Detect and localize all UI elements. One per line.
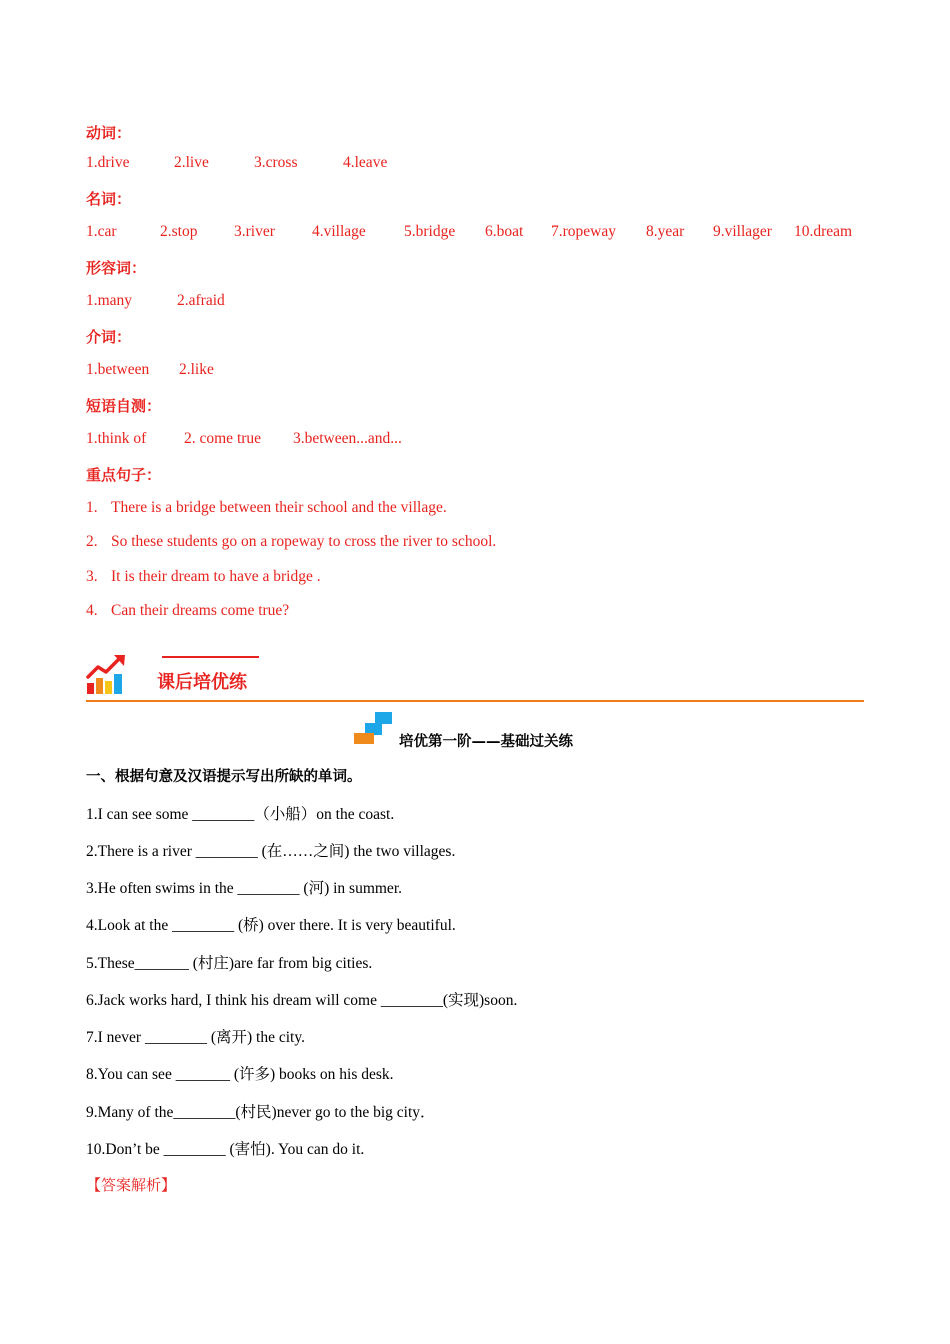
- question-item: 4.Look at the ________ (桥) over there. It is very beautiful.: [86, 917, 456, 934]
- verb-item: 1.drive: [86, 154, 130, 171]
- section-title: 课后培优练: [157, 672, 247, 693]
- question-item: 10.Don’t be ________ (害怕). You can do it.: [86, 1141, 365, 1158]
- key-sentences-heading: 重点句子：: [86, 466, 162, 484]
- sentence-text: So these students go on a ropeway to cross the river to school.: [111, 533, 497, 550]
- question-item: 2.There is a river ________ (在……之间) the two villages.: [86, 843, 456, 860]
- title-accent-line: [162, 656, 259, 658]
- noun-item: 5.bridge: [404, 223, 456, 240]
- noun-item: 6.boat: [485, 223, 524, 240]
- question-item: 6.Jack works hard, I think his dream will come ________(实现)soon.: [86, 992, 518, 1009]
- adjective-item: 1.many: [86, 292, 133, 309]
- noun-item: 3.river: [234, 223, 275, 240]
- adjectives-heading: 形容词：: [86, 259, 147, 277]
- nouns-heading: 名词：: [86, 190, 132, 208]
- preposition-item: 1.between: [86, 361, 150, 378]
- adjective-item: 2.afraid: [177, 292, 225, 309]
- answer-analysis-label: 【答案解析】: [86, 1176, 177, 1194]
- noun-item: 8.year: [646, 223, 685, 240]
- question-item: 8.You can see _______ (许多) books on his desk.: [86, 1066, 394, 1083]
- part-title: 一、根据句意及汉语提示写出所缺的单词。: [86, 769, 362, 785]
- verb-item: 3.cross: [254, 154, 298, 171]
- noun-item: 1.car: [86, 223, 117, 240]
- phrase-item: 3.between...and...: [293, 430, 402, 447]
- sentence-text: It is their dream to have a bridge .: [111, 568, 321, 585]
- phrases-heading: 短语自测：: [86, 397, 162, 415]
- noun-item: 2.stop: [160, 223, 198, 240]
- prepositions-heading: 介词：: [86, 328, 132, 346]
- steps-icon: [353, 711, 395, 750]
- noun-item: 10.dream: [794, 223, 853, 240]
- noun-item: 9.villager: [713, 223, 772, 240]
- verbs-heading: 动词：: [86, 124, 132, 142]
- stage-title: 培优第一阶——基础过关练: [399, 734, 573, 750]
- verb-item: 2.live: [174, 154, 209, 171]
- question-item: 7.I never ________ (离开) the city.: [86, 1029, 305, 1046]
- rising-chart-icon: [86, 653, 128, 700]
- question-item: 9.Many of the________(村民)never go to the big city．: [86, 1104, 436, 1121]
- noun-item: 7.ropeway: [551, 223, 616, 240]
- phrase-item: 1.think of: [86, 430, 147, 447]
- sentence-number: 4.: [86, 602, 98, 619]
- verb-item: 4.leave: [343, 154, 388, 171]
- sentence-number: 2.: [86, 533, 98, 550]
- section-divider: [86, 700, 864, 702]
- noun-item: 4.village: [312, 223, 366, 240]
- sentence-number: 1.: [86, 499, 98, 516]
- question-item: 3.He often swims in the ________ (河) in summer.: [86, 880, 402, 897]
- preposition-item: 2.like: [179, 361, 214, 378]
- question-item: 5.These_______ (村庄)are far from big cities.: [86, 955, 373, 972]
- phrase-item: 2. come true: [184, 430, 262, 447]
- sentence-text: Can their dreams come true?: [111, 602, 290, 619]
- sentence-number: 3.: [86, 568, 98, 585]
- question-item: 1.I can see some ________（小船）on the coast.: [86, 806, 395, 823]
- sentence-text: There is a bridge between their school and the village.: [111, 499, 447, 516]
